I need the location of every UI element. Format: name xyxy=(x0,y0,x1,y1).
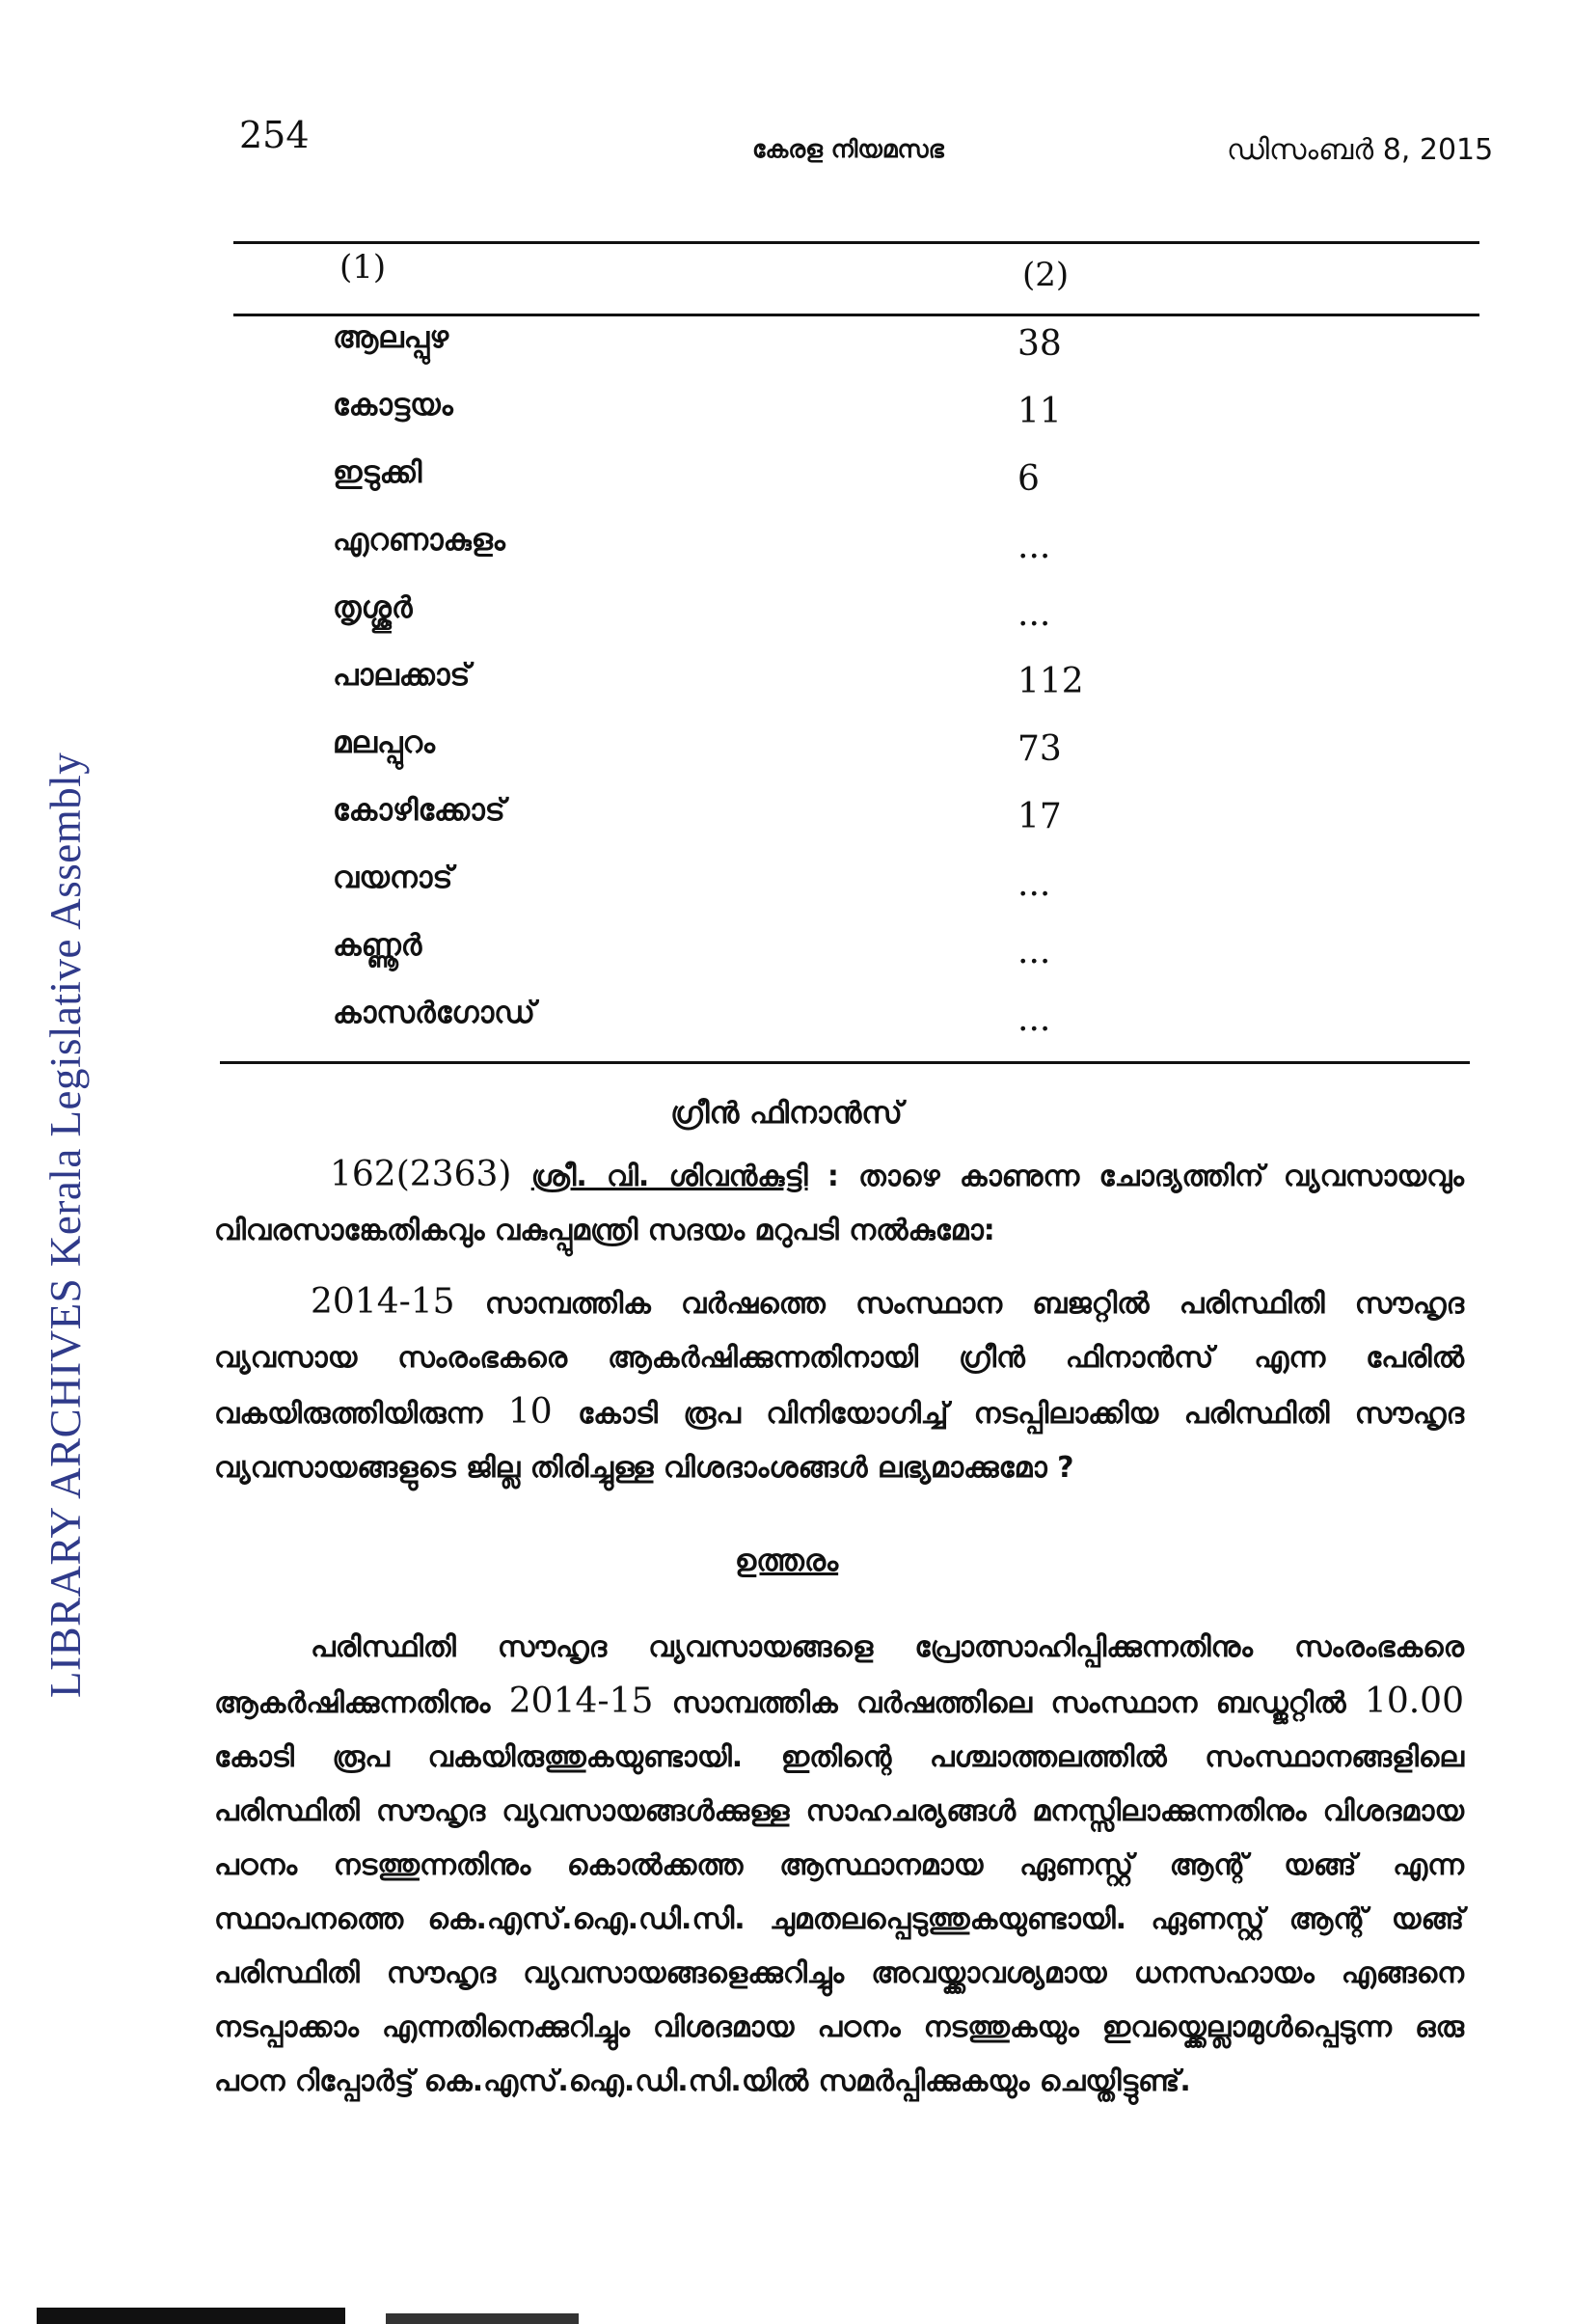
table-row xyxy=(0,928,1573,996)
answer-amount: 10.00 xyxy=(1364,1681,1464,1721)
question-paragraph xyxy=(214,1148,1464,1258)
table-row xyxy=(0,388,1573,455)
district-count: 11 xyxy=(1017,392,1062,431)
table-header-rule xyxy=(233,314,1479,316)
district-count: ... xyxy=(1017,527,1051,566)
question-body xyxy=(214,1275,1464,1495)
question-number: 162(2363) xyxy=(330,1155,512,1194)
district-count: 73 xyxy=(1017,729,1062,769)
library-archives-watermark: LIBRARY ARCHIVES Kerala Legislative Assembly xyxy=(41,752,90,1698)
header-date: ഡിസംബർ 8, 2015 xyxy=(1227,133,1494,167)
district-count: ... xyxy=(1017,594,1051,634)
table-column-header-1: (1) xyxy=(339,248,387,287)
answer-paragraph xyxy=(214,1621,1464,2109)
table-row xyxy=(0,320,1573,388)
table-row xyxy=(0,455,1573,523)
district-name: തൃശ്ശൂർ xyxy=(333,590,413,625)
table-row xyxy=(0,996,1573,1063)
district-count: 17 xyxy=(1017,797,1062,836)
question-text-1: സാമ്പത്തിക വർഷത്തെ സംസ്ഥാന ബജറ്റിൽ പരിസ്ഥിതി സൗഹൃദ വ്യവസായ സംരംഭകരെ ആകർഷിക്കുന്നതിനായി ഗ്രീൻ ഫിനാൻസ് എന്ന പേരിൽ വകയിരുത്തിയിരുന്ന xyxy=(214,1287,1464,1431)
question-text-2: കോടി രൂപ വിനിയോഗിച്ച് നടപ്പിലാക്കിയ പരിസ്ഥിതി സൗഹൃദ വ്യവസായങ്ങളുടെ ജില്ല തിരിച്ചുള്ള വിശദാംശങ്ങൾ ലഭ്യമാക്കുമോ ? xyxy=(214,1397,1465,1485)
question-amount: 10 xyxy=(507,1392,553,1432)
table-row xyxy=(0,590,1573,658)
district-name: മലപ്പുറം xyxy=(333,725,435,760)
member-name: ശ്രീ. വി. ശിവൻകുട്ടി xyxy=(530,1160,808,1193)
table-row xyxy=(0,725,1573,793)
district-count: ... xyxy=(1017,932,1051,971)
answer-text-2: സാമ്പത്തിക വർഷത്തിലെ സംസ്ഥാന ബഡ്ജറ്റിൽ xyxy=(671,1686,1346,1720)
district-count: 38 xyxy=(1017,324,1062,364)
answer-text-3: കോടി രൂപ വകയിരുത്തുകയുണ്ടായി. ഇതിന്റെ പശ്ചാത്തലത്തിൽ സംസ്ഥാനങ്ങളിലെ പരിസ്ഥിതി സൗഹൃദ വ്യവസായങ്ങൾക്കുള്ള സാഹചര്യങ്ങൾ മനസ്സിലാക്കുന്നതിനും വിശദമായ പഠനം നടത്തുന്നതിനും കൊൽക്കത്ത ആസ്ഥാനമായ ഏണസ്റ്റ് ആന്റ് യങ്ങ് എന്ന സ്ഥാപനത്തെ കെ.എസ്.ഐ.ഡി.സി. ചുമതലപ്പെടുത്തുകയുണ്ടായി. ഏണസ്റ്റ് ആന്റ് യങ്ങ് പരിസ്ഥിതി സൗഹൃദ വ്യവസായങ്ങളെക്കുറിച്ചും അവയ്ക്കാവശ്യമായ ധനസഹായം എങ്ങനെ നടപ്പാക്കാം എന്നതിനെക്കുറിച്ചും വിശദമായ പഠനം നടത്തുകയും ഇവയ്ക്കെല്ലാമുൾപ്പെടുന്ന ഒരു പഠന റിപ്പോർട്ട് കെ.എസ്.ഐ.ഡി.സി.യിൽ സമർപ്പിക്കുകയും ചെയ്തിട്ടുണ്ട്. xyxy=(214,1740,1464,2098)
table-top-rule xyxy=(233,241,1479,244)
district-name: വയനാട് xyxy=(333,861,453,895)
table-column-header-2: (2) xyxy=(1022,256,1070,294)
district-name: പാലക്കാട് xyxy=(333,658,471,693)
table-row xyxy=(0,861,1573,928)
table-row xyxy=(0,658,1573,725)
question-year: 2014-15 xyxy=(311,1282,455,1322)
district-name: കോട്ടയം xyxy=(333,388,453,423)
running-head: കേരള നിയമസഭ xyxy=(752,135,944,163)
district-name: കണ്ണൂർ xyxy=(333,928,422,963)
district-count: ... xyxy=(1017,864,1051,904)
table-row xyxy=(0,523,1573,590)
question-intro: : താഴെ കാണുന്ന ചോദ്യത്തിന് വ്യവസായവും വിവരസാങ്കേതികവും വകുപ്പുമന്ത്രി സദയം മറുപടി നൽകുമോ: xyxy=(214,1160,1465,1247)
scan-edge-mark-2 xyxy=(386,2313,579,2324)
district-name: കോഴിക്കോട് xyxy=(333,793,505,828)
answer-text-1: പരിസ്ഥിതി സൗഹൃദ വ്യവസായങ്ങളെ പ്രോത്സാഹിപ്പിക്കുന്നതിനും സംരംഭകരെ ആകർഷിക്കുന്നതിനും xyxy=(214,1630,1464,1720)
table-row xyxy=(0,793,1573,861)
district-name: എറണാകുളം xyxy=(333,523,505,558)
district-count: 6 xyxy=(1017,459,1040,499)
district-count: ... xyxy=(1017,999,1051,1039)
scan-edge-mark xyxy=(37,2308,345,2324)
page-number: 254 xyxy=(239,114,310,156)
district-name: ആലപ്പുഴ xyxy=(333,320,449,355)
district-name: കാസർഗോഡ് xyxy=(333,996,535,1030)
answer-heading: ഉത്തരം xyxy=(734,1544,839,1578)
district-name: ഇടുക്കി xyxy=(333,455,422,490)
district-count: 112 xyxy=(1017,662,1084,701)
table-bottom-rule xyxy=(220,1061,1470,1064)
section-title: ഗ്രീൻ ഫിനാൻസ് xyxy=(670,1096,903,1131)
answer-year: 2014-15 xyxy=(508,1681,654,1721)
